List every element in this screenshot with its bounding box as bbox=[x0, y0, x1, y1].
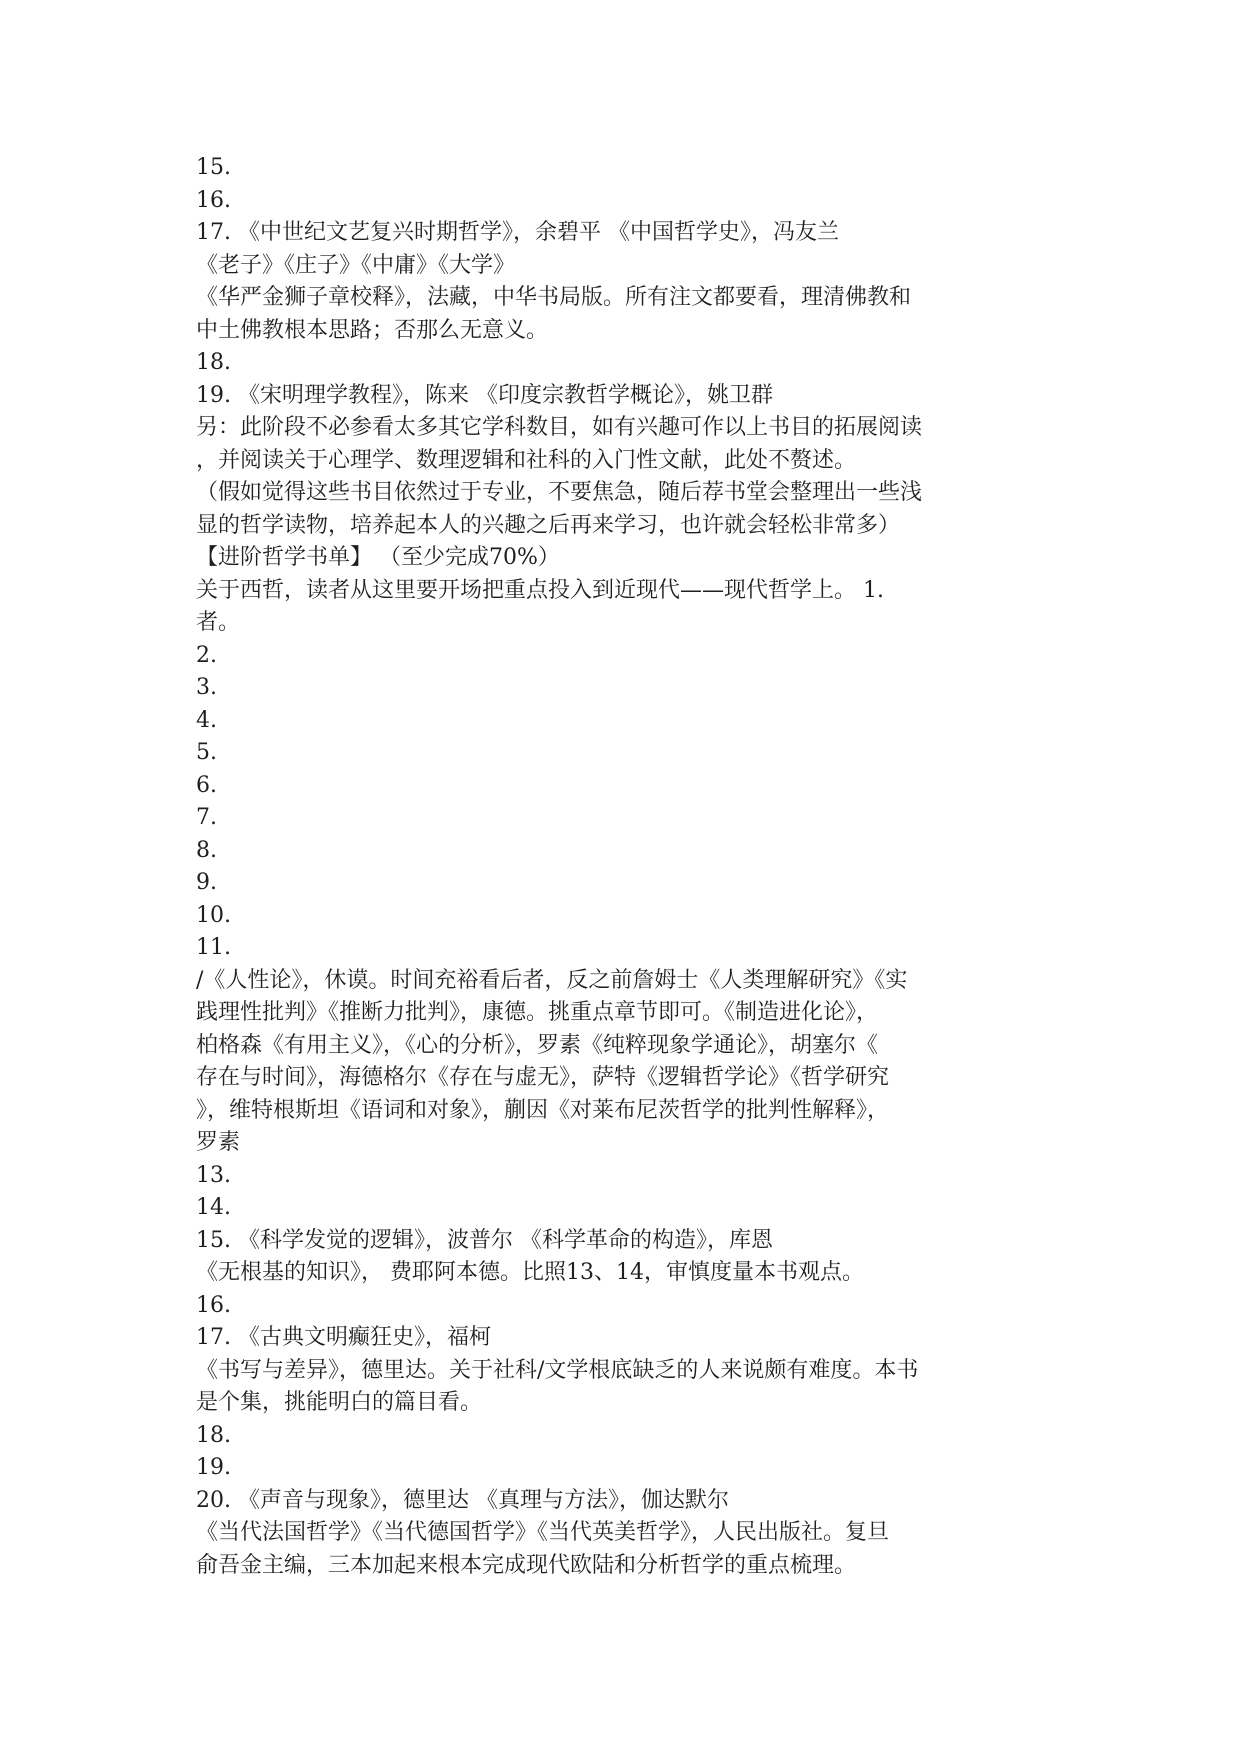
text-line: 存在与时间》，海德格尔《存在与虚无》，萨特《逻辑哲学论》《哲学研究 bbox=[196, 1065, 890, 1090]
text-line: 17. 《中世纪文艺复兴时期哲学》，余碧平 《中国哲学史》，冯友兰 bbox=[196, 220, 839, 245]
text-line: 3. bbox=[196, 675, 217, 700]
text-line: ，并阅读关于心理学、数理逻辑和社科的入门性文献，此处不赘述。 bbox=[196, 447, 857, 473]
text-line: 16. bbox=[196, 187, 231, 213]
text-line: 另：此阶段不必参看太多其它学科数目，如有兴趣可作以上书目的拓展阅读 bbox=[196, 415, 923, 440]
text-line: 俞吾金主编，三本加起来根本完成现代欧陆和分析哲学的重点梳理。 bbox=[196, 1552, 857, 1578]
text-line: 7. bbox=[196, 805, 217, 830]
text-line: 15. 《科学发觉的逻辑》，波普尔 《科学革命的构造》，库恩 bbox=[196, 1227, 773, 1253]
text-line: 18. bbox=[196, 1422, 231, 1448]
text-line: 13. bbox=[196, 1162, 231, 1188]
text-line: 10. bbox=[196, 902, 231, 928]
text-line: 19. bbox=[196, 1455, 231, 1480]
text-line: 者。 bbox=[196, 610, 241, 635]
text-line: 《书写与差异》，德里达。关于社科/文学根底缺乏的人来说颇有难度。本书 bbox=[196, 1357, 919, 1383]
text-line: 5. bbox=[196, 740, 217, 765]
text-line: 14. bbox=[196, 1195, 231, 1220]
text-line: 践理性批判》《推断力批判》，康德。挑重点章节即可。《制造进化论》， bbox=[196, 1000, 879, 1025]
text-line: 《当代法国哲学》《当代德国哲学》《当代英美哲学》，人民出版社。复旦 bbox=[196, 1520, 890, 1545]
text-line: 20. 《声音与现象》，德里达 《真理与方法》，伽达默尔 bbox=[196, 1487, 729, 1513]
text-line: 《老子》《庄子》《中庸》《大学》 bbox=[196, 252, 516, 278]
text-line: 6. bbox=[196, 772, 217, 798]
text-line: 显的哲学读物，培养起本人的兴趣之后再来学习，也许就会轻松非常多） bbox=[196, 512, 901, 538]
text-line: /《人性论》，休谟。时间充裕看后者，反之前詹姆士《人类理解研究》《实 bbox=[196, 967, 908, 993]
text-line: 8. bbox=[196, 837, 217, 863]
text-line: 《无根基的知识》， 费耶阿本德。比照13、14，审慎度量本书观点。 bbox=[196, 1260, 864, 1285]
text-line: 15. bbox=[196, 155, 231, 180]
text-line: 中土佛教根本思路；否那么无意义。 bbox=[196, 317, 549, 343]
text-line: 19. 《宋明理学教程》，陈来 《印度宗教哲学概论》，姚卫群 bbox=[196, 382, 773, 408]
text-line: 是个集，挑能明白的篇目看。 bbox=[196, 1390, 483, 1415]
text-line: 18. bbox=[196, 350, 231, 375]
text-line: 11. bbox=[196, 935, 231, 960]
text-line: 2. bbox=[196, 642, 217, 668]
text-line: 16. bbox=[196, 1292, 231, 1318]
text-line: 《华严金狮子章校释》，法藏，中华书局版。所有注文都要看，理清佛教和 bbox=[196, 285, 912, 310]
text-line: 4. bbox=[196, 707, 217, 733]
text-line: （假如觉得这些书目依然过于专业，不要焦急，随后荐书堂会整理出一些浅 bbox=[196, 480, 923, 505]
text-line: 》，维特根斯坦《语词和对象》，蒯因《对莱布尼茨哲学的批判性解释》， bbox=[196, 1097, 890, 1123]
text-line: 17. 《古典文明癫狂史》，福柯 bbox=[196, 1325, 491, 1350]
text-line: 关于西哲，读者从这里要开场把重点投入到近现代——现代哲学上。 1. bbox=[196, 577, 884, 603]
text-line: 罗素 bbox=[196, 1130, 241, 1155]
text-line: 【进阶哲学书单】 （至少完成70%） bbox=[196, 545, 560, 570]
document-body bbox=[196, 152, 1046, 1582]
text-line: 9. bbox=[196, 870, 217, 895]
text-line: 柏格森《有用主义》，《心的分析》，罗素《纯粹现象学通论》，胡塞尔《 bbox=[196, 1032, 879, 1058]
